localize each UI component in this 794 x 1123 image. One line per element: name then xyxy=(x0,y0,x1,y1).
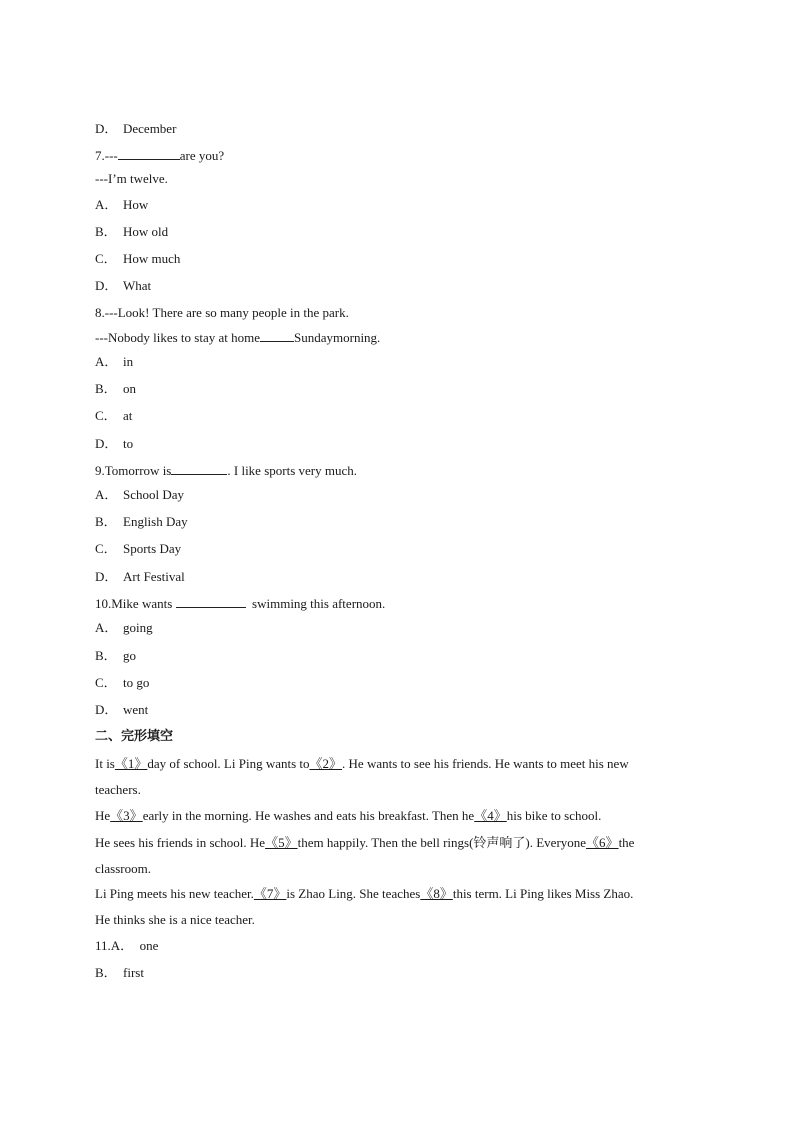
passage-line: classroom. xyxy=(95,861,151,876)
q7-blank xyxy=(118,147,180,160)
q10-option-b xyxy=(95,648,136,664)
q10-option-a xyxy=(95,620,153,636)
q8-suffix: Sundaymorning. xyxy=(294,330,381,345)
option-text: in xyxy=(123,354,134,369)
q8-option-b xyxy=(95,381,136,397)
option-text: How much xyxy=(123,251,181,266)
blank-marker-2: 《2》 xyxy=(309,756,343,771)
q10-blank xyxy=(176,595,246,608)
option-text: to xyxy=(123,436,134,451)
blank-marker-5: 《5》 xyxy=(265,835,298,850)
option-text: went xyxy=(123,702,149,717)
passage-line: teachers. xyxy=(95,782,141,797)
q9-option-d xyxy=(95,569,185,585)
option-letter: A． xyxy=(95,197,118,212)
q7-suffix: are you? xyxy=(179,148,225,163)
option-text: go xyxy=(123,648,136,663)
q8-line1: 8.---Look! There are so many people in the park. xyxy=(95,305,349,320)
q8-prefix: ---Nobody likes to stay at home xyxy=(95,330,260,345)
q7-option-c xyxy=(95,251,180,267)
option-letter: B． xyxy=(95,224,117,239)
option-text: on xyxy=(123,381,136,396)
q7-question xyxy=(95,147,224,164)
option-text: going xyxy=(123,620,153,635)
q8-blank xyxy=(260,329,294,342)
passage-text: It is xyxy=(95,756,115,771)
option-letter: B． xyxy=(95,965,117,980)
q7-option-a xyxy=(95,197,148,213)
q6-option-d xyxy=(95,121,176,137)
option-text: to go xyxy=(123,675,150,690)
blank-marker-7: 《7》 xyxy=(253,886,287,901)
blank-marker-4: 《4》 xyxy=(474,808,507,823)
passage-line xyxy=(95,835,634,851)
passage-text: this term. Li Ping likes Miss Zhao. xyxy=(452,886,634,901)
q8-option-c xyxy=(95,408,132,424)
option-text: December xyxy=(123,121,177,136)
q10-question xyxy=(95,595,385,612)
passage-text: the xyxy=(618,835,635,850)
passage-text: . He wants to see his friends. He wants to meet his new xyxy=(342,756,629,771)
passage-line: He thinks she is a nice teacher. xyxy=(95,912,255,927)
option-letter: B． xyxy=(95,381,117,396)
q11-prefix: 11.A． xyxy=(95,938,134,953)
q8-line2 xyxy=(95,329,380,346)
passage-text: He sees his friends in school. He xyxy=(95,835,266,850)
option-text: at xyxy=(123,408,133,423)
option-text: English Day xyxy=(123,514,188,529)
passage-line xyxy=(95,756,629,772)
option-letter: D． xyxy=(95,702,118,717)
option-text: How old xyxy=(123,224,169,239)
q10-suffix: swimming this afternoon. xyxy=(252,596,386,611)
option-text: first xyxy=(123,965,144,980)
q9-suffix: . I like sports very much. xyxy=(227,463,357,478)
passage-text: Li Ping meets his new teacher. xyxy=(95,886,254,901)
q7-prefix: 7.--- xyxy=(95,148,118,163)
blank-marker-8: 《8》 xyxy=(420,886,453,901)
q10-prefix: 10.Mike wants xyxy=(95,596,173,611)
option-letter: D． xyxy=(95,569,118,584)
option-text: one xyxy=(139,938,159,953)
option-letter: A． xyxy=(95,354,118,369)
option-letter: C． xyxy=(95,541,117,556)
q9-blank xyxy=(171,462,227,475)
q10-option-d xyxy=(95,702,148,718)
option-letter: A． xyxy=(95,620,118,635)
option-letter: A． xyxy=(95,487,118,502)
passage-text: early in the morning. He washes and eats his breakfast. Then he xyxy=(142,808,475,823)
option-text: What xyxy=(123,278,152,293)
option-letter: B． xyxy=(95,514,117,529)
option-text: Sports Day xyxy=(123,541,182,556)
option-letter: C． xyxy=(95,408,117,423)
q9-option-b xyxy=(95,514,188,530)
q7-option-d xyxy=(95,278,151,294)
option-letter: D． xyxy=(95,278,118,293)
q7-option-b xyxy=(95,224,168,240)
passage-line xyxy=(95,808,601,824)
blank-marker-6: 《6》 xyxy=(586,835,619,850)
section-heading: 二、完形填空 xyxy=(95,729,174,744)
blank-marker-3: 《3》 xyxy=(110,808,143,823)
q11-option-b xyxy=(95,965,144,981)
passage-text: his bike to school. xyxy=(506,808,602,823)
blank-marker-1: 《1》 xyxy=(114,756,148,771)
passage-text: them happily. Then the bell rings(铃声响了). Everyone xyxy=(297,835,587,850)
option-letter: C． xyxy=(95,251,117,266)
q9-option-c xyxy=(95,541,181,557)
option-text: How xyxy=(123,197,149,212)
q9-question xyxy=(95,462,357,479)
q9-option-a xyxy=(95,487,184,503)
passage-text: is Zhao Ling. She teaches xyxy=(286,886,421,901)
passage-text: He xyxy=(95,808,111,823)
option-letter: B． xyxy=(95,648,117,663)
option-letter: C． xyxy=(95,675,117,690)
q7-reply: ---I’m twelve. xyxy=(95,171,168,186)
q8-option-a xyxy=(95,354,133,370)
q8-option-d xyxy=(95,436,133,452)
option-letter: D． xyxy=(95,436,118,451)
q9-prefix: 9.Tomorrow is xyxy=(95,463,172,478)
option-text: School Day xyxy=(123,487,185,502)
option-letter: D． xyxy=(95,121,118,136)
q11-option-a xyxy=(95,938,158,954)
q10-option-c xyxy=(95,675,149,691)
option-text: Art Festival xyxy=(123,569,185,584)
passage-line xyxy=(95,886,633,902)
passage-text: day of school. Li Ping wants to xyxy=(147,756,310,771)
